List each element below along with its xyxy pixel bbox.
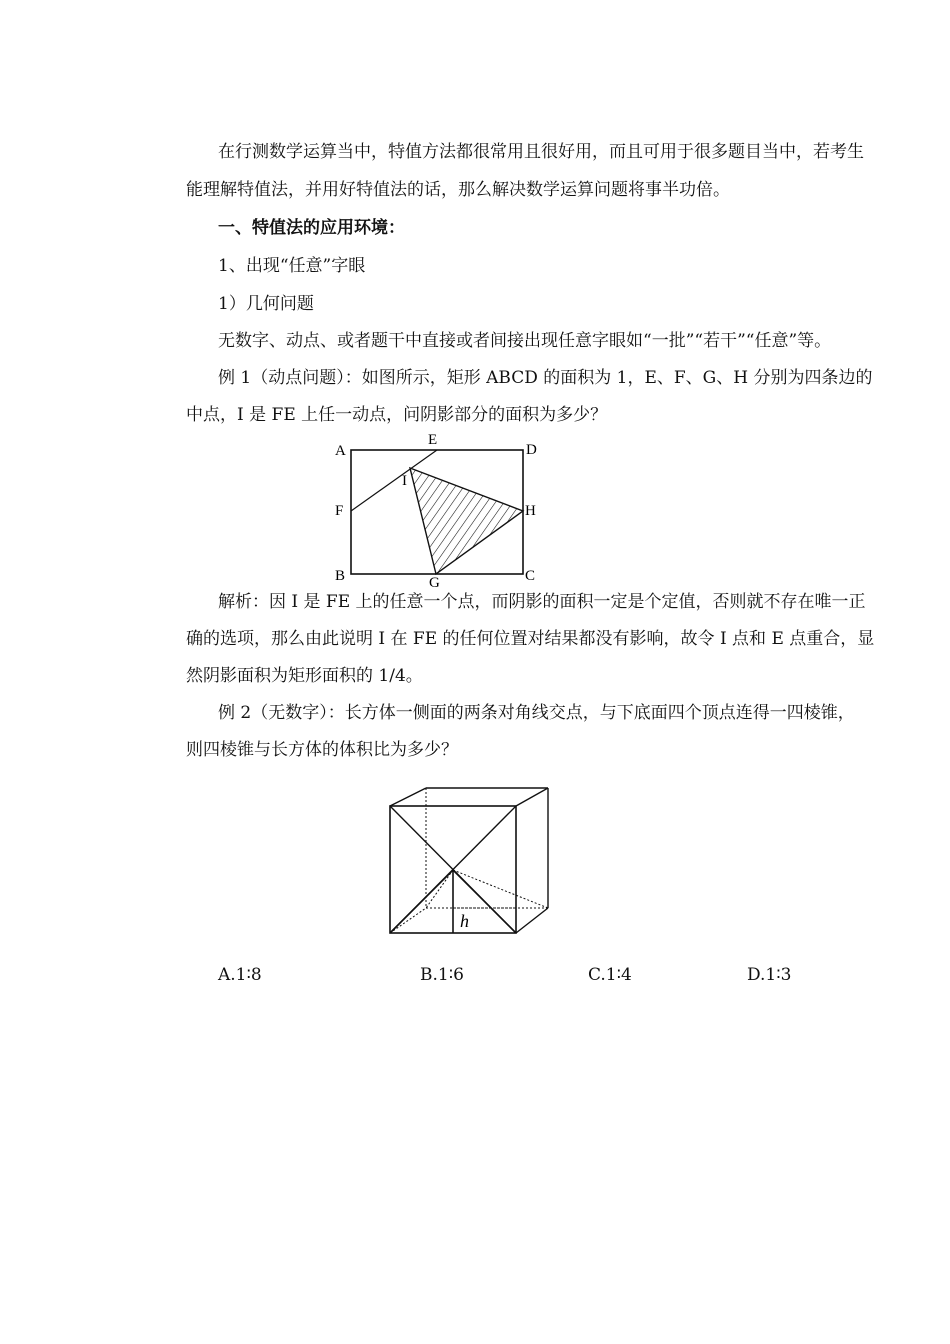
label-c: C	[525, 568, 536, 584]
figure-cuboid-diagram	[380, 780, 560, 940]
example1-line1: 例 1（动点问题）：如图所示，矩形 ABCD 的面积为 1，E、F、G、H 分别为四条边的	[218, 368, 873, 388]
example1-line2: 中点，I 是 FE 上任一动点，问阴影部分的面积为多少？	[186, 405, 608, 425]
option-d: D.1∶3	[747, 965, 792, 985]
figure-rectangle-diagram	[325, 428, 555, 590]
label-i: I	[402, 473, 407, 489]
option-c: C.1∶4	[588, 965, 632, 985]
subsection-heading: 1、出现“任意”字眼	[218, 256, 366, 276]
shaded-triangle	[410, 468, 523, 574]
analysis-line2: 确的选项，那么由此说明 I 在 FE 的任何位置对结果都没有影响，故令 I 点和 E 点重合，显	[186, 629, 875, 649]
label-h: H	[525, 503, 536, 519]
example2-line2: 则四棱锥与长方体的体积比为多少？	[186, 740, 458, 760]
example2-line1: 例 2（无数字）：长方体一侧面的两条对角线交点，与下底面四个顶点连得一四棱锥，	[218, 703, 855, 723]
label-b: B	[335, 568, 346, 584]
label-e: E	[428, 432, 438, 448]
label-f: F	[335, 503, 344, 519]
section-heading: 一、特值法的应用环境：	[218, 218, 405, 238]
option-a: A.1∶8	[218, 965, 262, 985]
label-g: G	[429, 575, 440, 590]
intro-paragraph-line1: 在行测数学运算当中，特值方法都很常用且很好用，而且可用于很多题目当中，若考生	[218, 142, 864, 162]
intro-paragraph-line2: 能理解特值法，并用好特值法的话，那么解决数学运算问题将事半功倍。	[186, 180, 730, 200]
label-d: D	[526, 442, 537, 458]
height-label: h	[460, 911, 469, 931]
subsection-description: 无数字、动点、或者题干中直接或者间接出现任意字眼如“一批”“若干”“任意”等。	[218, 331, 832, 351]
analysis-line1: 解析：因 I 是 FE 上的任意一个点，而阴影的面积一定是个定值，否则就不存在唯一正	[218, 592, 866, 612]
option-b: B.1∶6	[420, 965, 464, 985]
analysis-line3: 然阴影面积为矩形面积的 1/4。	[186, 666, 423, 686]
subsubsection-heading: 1）几何问题	[218, 294, 314, 314]
label-a: A	[335, 443, 346, 459]
